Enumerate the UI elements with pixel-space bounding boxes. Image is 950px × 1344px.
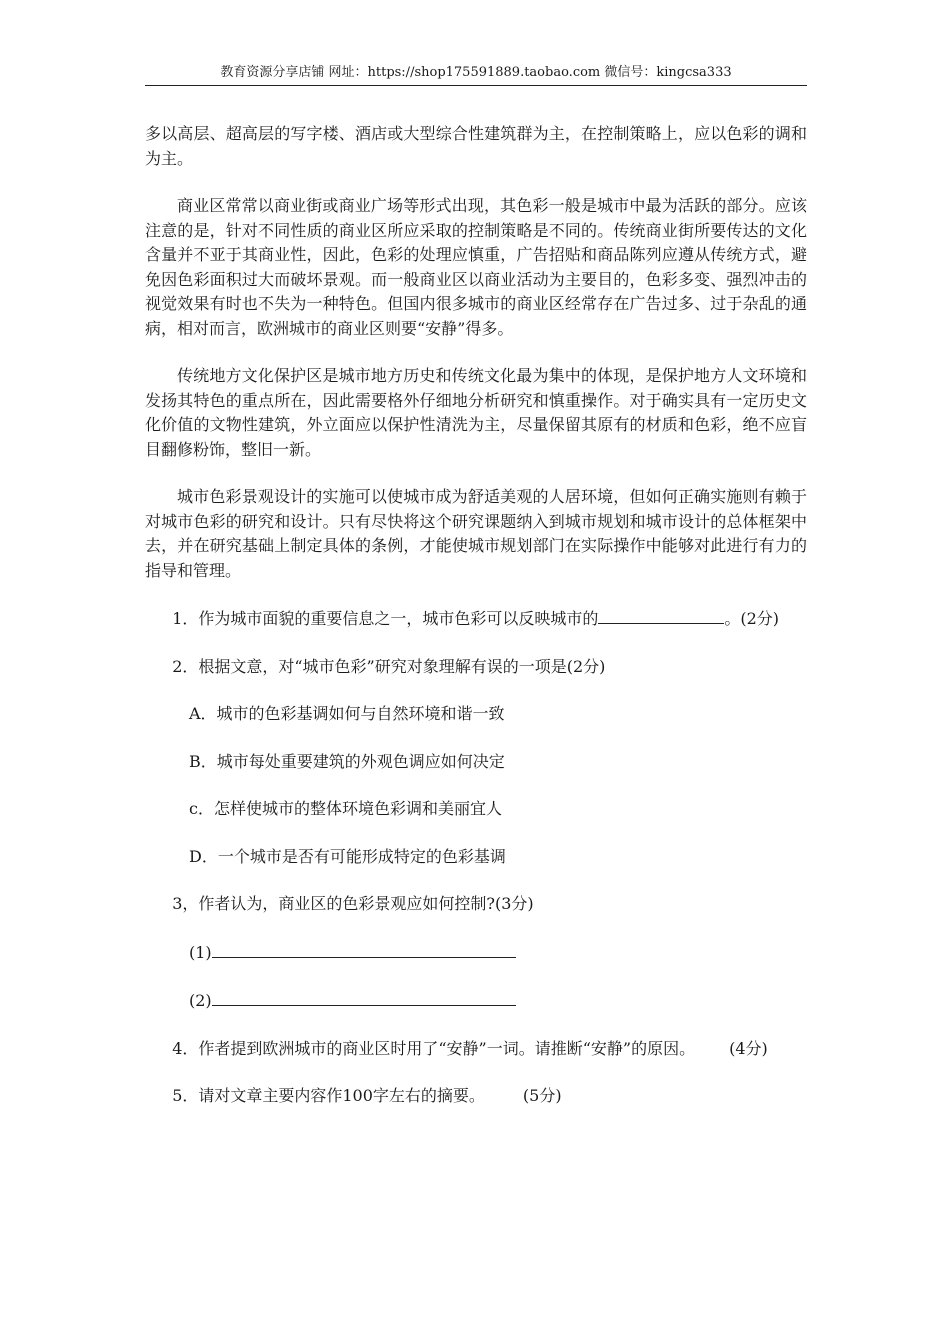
question-3-answer-blank-1[interactable] bbox=[212, 940, 516, 958]
question-3-answer-line-1 bbox=[145, 940, 807, 966]
question-4 bbox=[145, 1037, 807, 1062]
question-3-answer-blank-2[interactable] bbox=[212, 988, 516, 1006]
question-5 bbox=[145, 1084, 807, 1109]
question-2-option-b[interactable]: B．城市每处重要建筑的外观色调应如何决定 bbox=[189, 751, 505, 771]
question-5-score: (5分) bbox=[522, 1086, 562, 1105]
document-body bbox=[145, 122, 807, 1109]
paragraph-continued: 多以高层、超高层的写字楼、酒店或大型综合性建筑群为主，在控制策略上，应以色彩的调和为主。 bbox=[145, 124, 807, 168]
question-3-blank-label-2: (2) bbox=[189, 991, 212, 1010]
question-5-text: 5．请对文章主要内容作100字左右的摘要。 bbox=[172, 1086, 485, 1105]
question-3-answer-line-2 bbox=[145, 988, 807, 1014]
question-3-blank-label-1: (1) bbox=[189, 942, 212, 962]
question-4-score: (4分) bbox=[729, 1038, 768, 1058]
paragraph-color-design: 城市色彩景观设计的实施可以使城市成为舒适美观的人居环境，但如何正确实施则有赖于对城市色彩的研究和设计。只有尽快将这个研究课题纳入到城市规划和城市设计的总体框架中去，并在研究基础上制定具体的条例，才能使城市规划部门在实际操作中能够对此进行有力的指导和管理。 bbox=[145, 487, 807, 580]
paragraph-cultural-protection: 传统地方文化保护区是城市地方历史和传统文化最为集中的体现，是保护地方人文环境和发扬其特色的重点所在，因此需要格外仔细地分析研究和慎重操作。对于确实具有一定历史文化价值的文物性建筑，外立面应以保护性清洗为主，尽量保留其原有的材质和色彩，绝不应盲目翻修粉饰，整旧一新。 bbox=[145, 366, 807, 459]
question-2-option-d[interactable]: D．一个城市是否有可能形成特定的色彩基调 bbox=[189, 846, 506, 866]
question-1-text: 1．作为城市面貌的重要信息之一，城市色彩可以反映城市的 bbox=[172, 609, 599, 628]
question-4-text: 4．作者提到欧洲城市的商业区时用了“安静”一词。请推断“安静”的原因。 bbox=[172, 1038, 696, 1058]
question-3: 3，作者认为，商业区的色彩景观应如何控制?(3分) bbox=[172, 894, 534, 913]
paragraph-commercial-district: 商业区常常以商业街或商业广场等形式出现，其色彩一般是城市中最为活跃的部分。应该注意的是，针对不同性质的商业区所应采取的控制策略是不同的。传统商业街所要传达的文化含量并不亚于其商业性，因此，色彩的处理应慎重，广告招贴和商品陈列应遵从传统方式，避免因色彩面积过大而破坏景观。而一般商业区以商业活动为主要目的，色彩多变、强烈冲击的视觉效果有时也不失为一种特色。但国内很多城市的商业区经常存在广告过多、过于杂乱的通病，相对而言，欧洲城市的商业区则要“安静”得多。 bbox=[145, 196, 807, 338]
question-2: 2．根据文意，对“城市色彩”研究对象理解有误的一项是(2分) bbox=[172, 656, 606, 676]
question-1 bbox=[145, 606, 807, 632]
page-header: 教育资源分享店铺 网址：https://shop175591889.taobao.com 微信号：kingcsa333 bbox=[145, 64, 807, 86]
question-2-option-a[interactable]: A．城市的色彩基调如何与自然环境和谐一致 bbox=[189, 704, 505, 723]
question-1-score: 。(2分) bbox=[724, 609, 780, 628]
question-1-answer-blank[interactable] bbox=[598, 606, 724, 624]
question-2-option-c[interactable]: c．怎样使城市的整体环境色彩调和美丽宜人 bbox=[189, 799, 502, 818]
